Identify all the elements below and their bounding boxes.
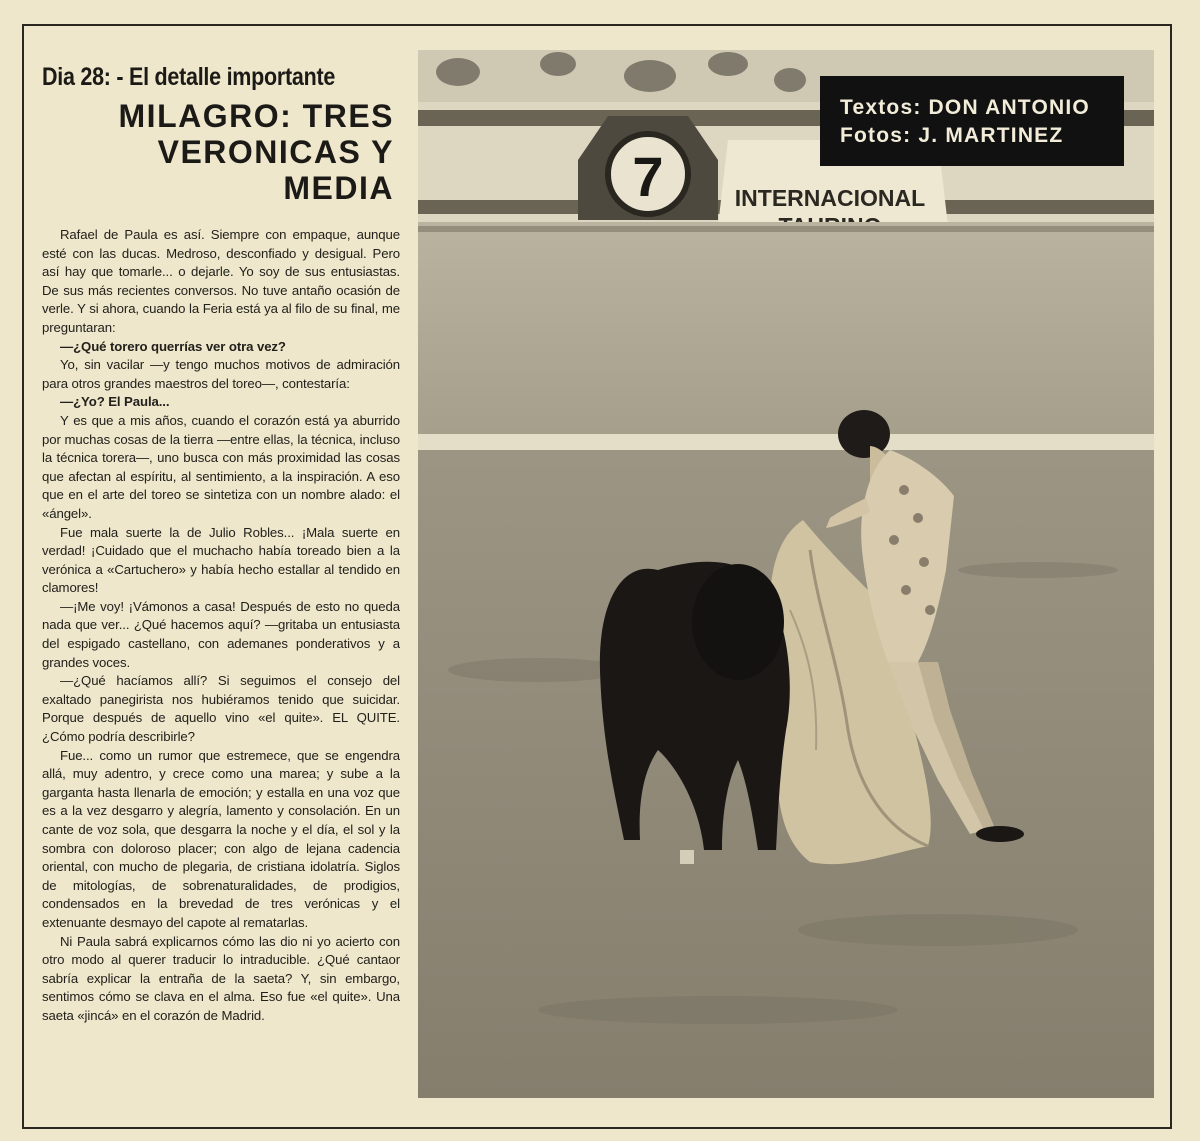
credits-box	[820, 76, 1124, 166]
banner-line-1: INTERNACIONAL	[734, 185, 926, 211]
article-paragraph: Y es que a mis años, cuando el corazón está ya aburrido por muchas cosas de la tierra —entre ellas, la técnica, incluso la técnica torera—, uno busca con más proximidad las cosas que afectan al espíritu, al sentimiento, a la inspiración. A eso que en el arte del toreo se sintetiza con un nombre alado: el «ángel».	[42, 412, 400, 521]
article-headline: MILAGRO: TRES VERONICAS Y MEDIA	[118, 98, 394, 206]
article-kicker: Dia 28: - El detalle importante	[42, 63, 336, 91]
article-paragraph: —¡Me voy! ¡Vámonos a casa! Después de esto no queda nada que ver... ¿Qué hacemos aquí? —gritaba un entusiasta del espigado castellano, con ademanes ponderativos y a grandes voces.	[42, 598, 400, 670]
credits-photos: Fotos: J. MARTINEZ	[840, 124, 1064, 147]
article-paragraph: —¿Qué hacíamos allí? Si seguimos el consejo del exaltado panegirista nos hubiéramos tenido que suicidar. Porque después de aquello vino «el quite». EL QUITE. ¿Cómo podría describirle?	[42, 673, 400, 745]
sign-number-badge	[578, 116, 718, 220]
article-column	[42, 56, 400, 1096]
article-paragraph: —¿Yo? El Paula...	[60, 394, 170, 410]
credits-texts: Textos: DON ANTONIO	[840, 96, 1090, 119]
sign-number: 7	[632, 145, 664, 208]
article-paragraph: —¿Qué torero querrías ver otra vez?	[60, 338, 286, 354]
article-paragraph: Ni Paula sabrá explicarnos cómo las dio ni yo acierto con otro modo al querer traducir lo intraducible. ¿Qué cantaor sabría explicar la entraña de la saeta? Y, sin embargo, sentimos cómo se clava en el alma. Eso fue «el quite». Una saeta «jincá» en el corazón de Madrid.	[42, 933, 400, 1023]
article-paragraph: Rafael de Paula es así. Siempre con empaque, aunque esté con las ducas. Medroso, desconfiado y desigual. Pero así hay que tomarle... o dejarle. Yo soy de sus entusiastas. De sus más recientes conversos. No tuve antaño ocasión de verle. Y si ahora, cuando la Feria está ya al filo de su final, me preguntaran:	[42, 227, 400, 335]
bullfight-photo	[418, 50, 1154, 1098]
article-paragraph: Fue mala suerte la de Julio Robles... ¡Mala suerte en verdad! ¡Cuidado que el muchacho había toreado bien a la verónica a «Cartuchero» y había hecho estallar al tendido en clamores!	[42, 524, 400, 596]
article-paragraph: Yo, sin vacilar —y tengo muchos motivos de admiración para otros grandes maestros del toreo—, contestaría:	[42, 357, 400, 391]
article-paragraph: Fue... como un rumor que estremece, que se engendra allá, muy adentro, y crece como una marea; y sube a la garganta hasta llenarla de emoción; y estalla en una voz que es a la vez desgarro y alegría, lamento y consolación. En un cante de voz sola, que desgarra la noche y el día, el sol y la sombra con doloroso placer; con algo de lejana cadencia oriental, con mucho de plegaria, de cristiana idolatría. Siglos de mitologías, de sobrenaturalidades, de prodigios, condensados en la brevedad de tres verónicas y el extenuante desmayo del capote al rematarlas.	[42, 747, 400, 930]
article-body	[42, 226, 400, 1026]
